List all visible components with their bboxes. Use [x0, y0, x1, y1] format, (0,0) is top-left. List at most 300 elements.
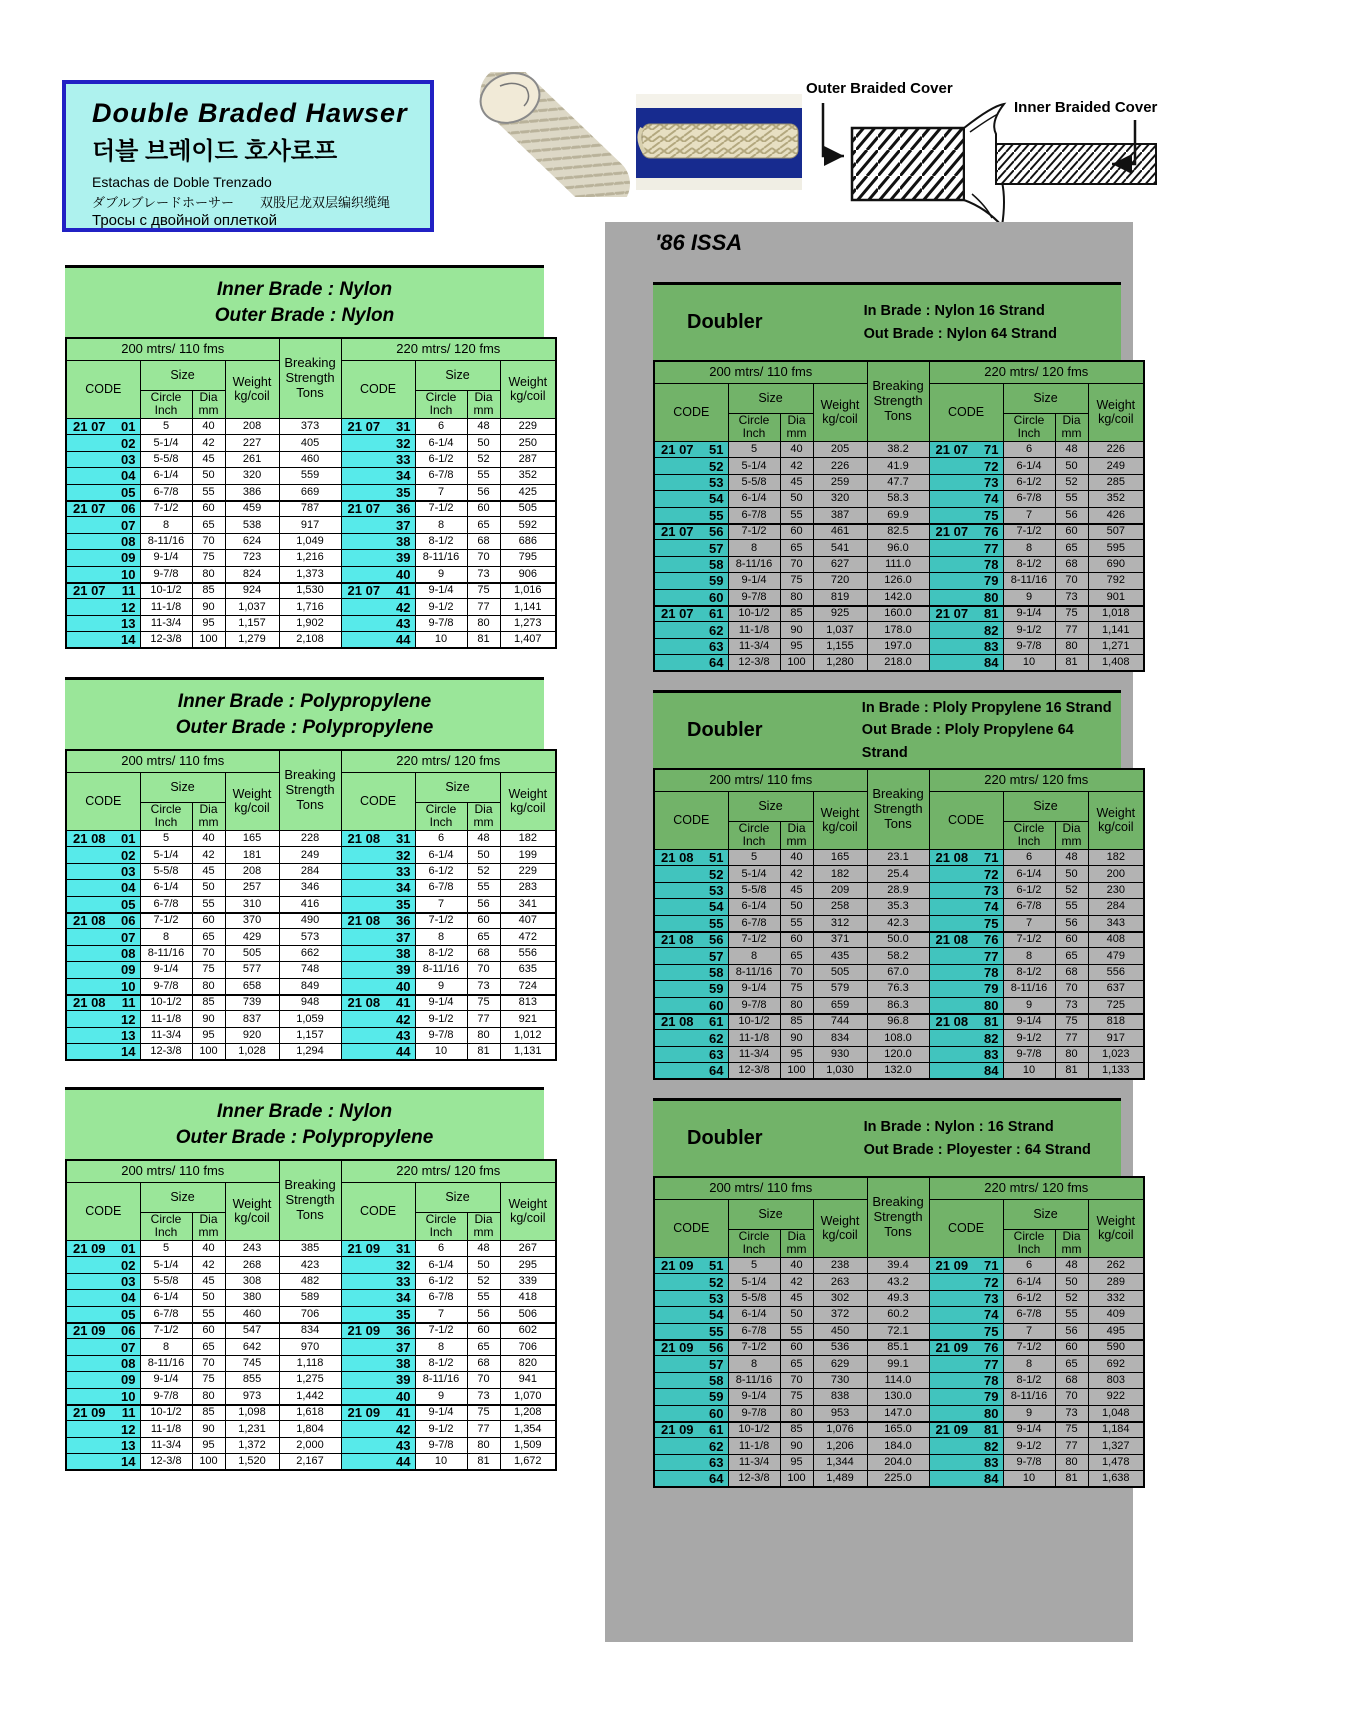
dia-mm-cell: 60	[780, 1340, 813, 1356]
circle-inch-cell: 10	[1003, 1471, 1055, 1487]
code-cell	[654, 1454, 728, 1470]
weight-cell: 1,280	[813, 655, 867, 671]
weight-cell: 182	[813, 866, 867, 882]
dia-mm-cell: 75	[192, 550, 225, 566]
dia-mm-cell: 56	[1055, 915, 1088, 931]
dia-mm-cell: 70	[780, 1372, 813, 1388]
braid-structure-diagram	[790, 98, 1180, 233]
code-cell	[341, 550, 415, 566]
size-header: Size	[415, 1182, 500, 1212]
code-cell	[929, 1389, 1003, 1405]
table-row	[66, 533, 556, 549]
code-cell	[654, 507, 728, 523]
table-row	[654, 606, 1144, 622]
code-prefix: 21 09	[73, 1241, 106, 1257]
code-suffix: 71	[984, 850, 999, 866]
code-suffix: 62	[709, 622, 724, 638]
code-cell	[66, 863, 140, 879]
dia-mm-cell: 50	[467, 435, 500, 451]
code-cell	[341, 583, 415, 599]
spec-table-head	[66, 1160, 556, 1241]
code-suffix: 31	[396, 1241, 411, 1257]
table-row	[654, 638, 1144, 654]
doubler-subtitle	[864, 300, 1057, 345]
breaking-strength-cell: 1,373	[279, 566, 341, 582]
doubler-subtitle	[862, 697, 1121, 764]
weight-cell: 262	[1088, 1258, 1144, 1274]
weight-cell: 658	[225, 978, 279, 994]
code-cell	[341, 435, 415, 451]
span-220-header: 220 mtrs/ 120 fms	[341, 338, 556, 360]
code-suffix: 62	[709, 1030, 724, 1046]
code-suffix: 78	[984, 1373, 999, 1389]
circle-inch-cell: 6-1/4	[140, 1290, 192, 1306]
code-suffix: 02	[121, 847, 136, 863]
code-prefix: 21 07	[935, 524, 969, 540]
code-suffix: 52	[709, 866, 724, 882]
breaking-strength-cell: 373	[279, 419, 341, 435]
table-title-line1: Inner Brade : Nylon	[216, 278, 393, 300]
table-row	[66, 435, 556, 451]
code-cell	[654, 1014, 728, 1030]
code-cell	[929, 589, 1003, 605]
code-prefix: 21 09	[935, 1258, 969, 1274]
circle-inch-cell: 9-1/4	[140, 1372, 192, 1388]
weight-cell: 341	[500, 896, 556, 912]
spec-table-body	[654, 1258, 1144, 1487]
weight-cell: 332	[1088, 1290, 1144, 1306]
table-row	[654, 1307, 1144, 1323]
code-prefix: 21 09	[347, 1241, 381, 1257]
code-suffix: 04	[121, 468, 136, 484]
circle-inch-header: Circle Inch	[140, 1212, 192, 1241]
weight-cell: 1,037	[225, 599, 279, 615]
code-suffix: 36	[396, 1323, 411, 1339]
code-suffix: 84	[984, 1471, 999, 1487]
table-row	[654, 540, 1144, 556]
weight-cell: 386	[225, 484, 279, 500]
circle-inch-cell: 7-1/2	[728, 932, 780, 948]
code-cell	[654, 1290, 728, 1306]
table-row	[66, 1273, 556, 1289]
breaking-strength-cell: 1,157	[279, 1027, 341, 1043]
table-row	[654, 1014, 1144, 1030]
weight-cell: 209	[813, 882, 867, 898]
code-suffix: 55	[709, 507, 724, 523]
weight-cell: 820	[500, 1355, 556, 1371]
code-prefix: 21 09	[347, 1323, 381, 1339]
circle-inch-header: Circle Inch	[415, 802, 467, 831]
dia-mm-cell: 50	[467, 1257, 500, 1273]
doubler-banner	[653, 1098, 1121, 1176]
code-header: CODE	[929, 383, 1003, 442]
code-prefix: 21 08	[935, 850, 969, 866]
weight-cell: 226	[1088, 442, 1144, 458]
code-suffix: 04	[121, 1290, 136, 1306]
circle-inch-cell: 8-1/2	[415, 533, 467, 549]
breaking-strength-cell: 1,049	[279, 533, 341, 549]
weight-cell: 1,048	[1088, 1405, 1144, 1421]
code-cell	[341, 419, 415, 435]
weight-cell: 744	[813, 1014, 867, 1030]
code-cell	[341, 1011, 415, 1027]
weight-cell: 1,030	[813, 1063, 867, 1079]
weight-cell: 495	[1088, 1323, 1144, 1339]
code-suffix: 81	[984, 1014, 999, 1030]
weight-cell: 408	[1088, 932, 1144, 948]
dia-mm-cell: 70	[467, 962, 500, 978]
weight-cell: 577	[225, 962, 279, 978]
breaking-strength-cell: 126.0	[867, 573, 929, 589]
dia-mm-cell: 75	[192, 962, 225, 978]
code-header: CODE	[929, 791, 1003, 850]
dia-mm-cell: 95	[192, 615, 225, 631]
code-cell	[654, 491, 728, 507]
circle-inch-cell: 6-1/2	[415, 1273, 467, 1289]
code-cell	[654, 655, 728, 671]
code-suffix: 76	[984, 524, 999, 540]
circle-inch-cell: 9-1/4	[728, 981, 780, 997]
code-cell	[341, 1388, 415, 1404]
size-header: Size	[415, 360, 500, 390]
code-suffix: 61	[709, 606, 724, 622]
breaking-strength-cell: 69.9	[867, 507, 929, 523]
dia-mm-cell: 45	[780, 882, 813, 898]
doubler-label: Doubler	[687, 311, 763, 333]
dia-mm-cell: 80	[1055, 638, 1088, 654]
circle-inch-cell: 9-1/4	[728, 1389, 780, 1405]
code-suffix: 01	[121, 1241, 136, 1257]
weight-cell: 723	[225, 550, 279, 566]
dia-mm-cell: 73	[467, 978, 500, 994]
code-suffix: 08	[121, 534, 136, 550]
weight-cell: 803	[1088, 1372, 1144, 1388]
table-row	[654, 964, 1144, 980]
dia-mm-cell: 42	[780, 458, 813, 474]
circle-inch-cell: 5	[140, 419, 192, 435]
circle-inch-cell: 8-11/16	[1003, 1389, 1055, 1405]
code-suffix: 33	[396, 452, 411, 468]
table-row	[654, 1422, 1144, 1438]
breaking-strength-cell: 490	[279, 913, 341, 929]
code-suffix: 73	[984, 1291, 999, 1307]
weight-header: Weight kg/coil	[813, 383, 867, 442]
code-cell	[929, 1454, 1003, 1470]
code-cell	[929, 442, 1003, 458]
weight-cell: 352	[1088, 491, 1144, 507]
code-cell	[654, 458, 728, 474]
breaking-strength-cell: 42.3	[867, 915, 929, 931]
code-suffix: 01	[121, 831, 136, 847]
breaking-strength-cell: 1,216	[279, 550, 341, 566]
code-cell	[341, 945, 415, 961]
code-suffix: 83	[984, 638, 999, 654]
circle-inch-cell: 9-1/2	[415, 1421, 467, 1437]
weight-cell: 505	[225, 945, 279, 961]
code-suffix: 43	[396, 1027, 411, 1043]
circle-inch-cell: 9	[1003, 1405, 1055, 1421]
code-cell	[654, 915, 728, 931]
code-suffix: 03	[121, 1274, 136, 1290]
dia-mm-cell: 48	[1055, 1258, 1088, 1274]
code-cell	[929, 1274, 1003, 1290]
code-prefix: 21 08	[661, 850, 694, 866]
dia-mm-cell: 90	[192, 1421, 225, 1437]
code-cell	[341, 1421, 415, 1437]
code-cell	[654, 1356, 728, 1372]
weight-cell: 243	[225, 1241, 279, 1257]
code-cell	[66, 1372, 140, 1388]
dia-mm-cell: 50	[1055, 458, 1088, 474]
dia-mm-cell: 55	[467, 880, 500, 896]
weight-cell: 706	[500, 1339, 556, 1355]
code-cell	[341, 1241, 415, 1257]
dia-mm-cell: 81	[1055, 655, 1088, 671]
code-suffix: 74	[984, 1307, 999, 1323]
code-suffix: 37	[396, 929, 411, 945]
table-row	[66, 566, 556, 582]
circle-inch-cell: 11-3/4	[140, 1437, 192, 1453]
dia-mm-cell: 73	[1055, 589, 1088, 605]
circle-inch-cell: 7-1/2	[415, 501, 467, 517]
weight-cell: 370	[225, 913, 279, 929]
spec-table	[65, 337, 557, 649]
weight-cell: 924	[225, 583, 279, 599]
dia-mm-cell: 65	[1055, 948, 1088, 964]
circle-inch-cell: 8	[1003, 1356, 1055, 1372]
code-cell	[654, 442, 728, 458]
breaking-strength-cell: 28.9	[867, 882, 929, 898]
code-cell	[929, 655, 1003, 671]
code-prefix: 21 09	[935, 1422, 969, 1438]
weight-cell: 579	[813, 981, 867, 997]
code-cell	[341, 880, 415, 896]
dia-mm-cell: 48	[467, 831, 500, 847]
circle-inch-cell: 10-1/2	[728, 1014, 780, 1030]
table-row	[66, 1323, 556, 1339]
code-cell	[654, 474, 728, 490]
code-suffix: 05	[121, 896, 136, 912]
circle-inch-cell: 5-1/4	[140, 847, 192, 863]
code-cell	[341, 451, 415, 467]
breaking-strength-cell: 41.9	[867, 458, 929, 474]
weight-cell: 461	[813, 524, 867, 540]
code-cell	[929, 556, 1003, 572]
code-cell	[654, 1063, 728, 1079]
circle-inch-cell: 8	[415, 929, 467, 945]
code-cell	[654, 1471, 728, 1487]
weight-cell: 229	[500, 863, 556, 879]
code-suffix: 44	[396, 632, 411, 648]
code-suffix: 44	[396, 1454, 411, 1470]
circle-inch-cell: 5-5/8	[140, 1273, 192, 1289]
table-row	[654, 915, 1144, 931]
breaking-strength-cell: 114.0	[867, 1372, 929, 1388]
weight-cell: 1,141	[500, 599, 556, 615]
code-suffix: 43	[396, 615, 411, 631]
code-cell	[929, 932, 1003, 948]
weight-cell: 1,023	[1088, 1046, 1144, 1062]
circle-inch-cell: 6-7/8	[415, 468, 467, 484]
code-cell	[654, 899, 728, 915]
dia-mm-cell: 90	[192, 1011, 225, 1027]
dia-mm-cell: 80	[780, 1405, 813, 1421]
breaking-strength-cell: 917	[279, 517, 341, 533]
table-row	[66, 599, 556, 615]
circle-inch-cell: 10	[415, 1454, 467, 1470]
breaking-strength-cell: 111.0	[867, 556, 929, 572]
code-suffix: 59	[709, 1389, 724, 1405]
code-cell	[654, 573, 728, 589]
dia-mm-cell: 42	[780, 1274, 813, 1290]
circle-inch-cell: 8-11/16	[140, 533, 192, 549]
weight-cell: 1,133	[1088, 1063, 1144, 1079]
code-cell	[929, 866, 1003, 882]
dia-mm-cell: 90	[780, 1030, 813, 1046]
weight-cell: 637	[1088, 981, 1144, 997]
weight-cell: 1,478	[1088, 1454, 1144, 1470]
circle-inch-cell: 6-1/2	[415, 451, 467, 467]
circle-inch-cell: 5	[728, 442, 780, 458]
weight-cell: 506	[500, 1306, 556, 1322]
code-cell	[66, 451, 140, 467]
breaking-strength-cell: 2,167	[279, 1454, 341, 1470]
dia-mm-cell: 40	[192, 1241, 225, 1257]
circle-inch-cell: 6-1/4	[728, 1307, 780, 1323]
code-cell	[66, 1290, 140, 1306]
weight-cell: 1,012	[500, 1027, 556, 1043]
code-cell	[929, 1438, 1003, 1454]
code-suffix: 64	[709, 655, 724, 671]
code-prefix: 21 08	[935, 1014, 969, 1030]
code-cell	[654, 1030, 728, 1046]
weight-cell: 227	[225, 435, 279, 451]
breaking-strength-cell: 35.3	[867, 899, 929, 915]
dia-mm-cell: 80	[467, 1437, 500, 1453]
circle-inch-cell: 6-1/4	[415, 847, 467, 863]
code-cell	[66, 945, 140, 961]
table-row	[66, 880, 556, 896]
code-cell	[929, 1046, 1003, 1062]
code-cell	[66, 1323, 140, 1339]
dia-mm-cell: 95	[780, 638, 813, 654]
dia-mm-cell: 85	[780, 1422, 813, 1438]
weight-cell: 182	[1088, 850, 1144, 866]
code-suffix: 58	[709, 557, 724, 573]
dia-mm-cell: 65	[780, 540, 813, 556]
weight-cell: 409	[1088, 1307, 1144, 1323]
circle-inch-cell: 7-1/2	[140, 913, 192, 929]
code-prefix: 21 07	[661, 606, 694, 622]
dia-mm-cell: 55	[1055, 1307, 1088, 1323]
dia-mm-cell: 81	[1055, 1063, 1088, 1079]
code-header: CODE	[929, 1199, 1003, 1258]
weight-cell: 372	[813, 1307, 867, 1323]
table-title	[65, 677, 544, 749]
code-cell	[66, 831, 140, 847]
dia-mm-cell: 56	[467, 1306, 500, 1322]
table-row	[654, 474, 1144, 490]
code-cell	[66, 1257, 140, 1273]
circle-inch-cell: 5-1/4	[140, 1257, 192, 1273]
weight-cell: 263	[813, 1274, 867, 1290]
code-suffix: 78	[984, 965, 999, 981]
weight-cell: 686	[500, 533, 556, 549]
code-suffix: 64	[709, 1471, 724, 1487]
weight-cell: 343	[1088, 915, 1144, 931]
code-cell	[654, 1258, 728, 1274]
circle-inch-cell: 6-1/2	[1003, 474, 1055, 490]
dia-mm-cell: 68	[467, 1355, 500, 1371]
breaking-strength-cell: 72.1	[867, 1323, 929, 1339]
dia-mm-cell: 65	[467, 929, 500, 945]
dia-mm-cell: 73	[467, 566, 500, 582]
weight-cell: 1,070	[500, 1388, 556, 1404]
code-suffix: 12	[121, 599, 136, 615]
code-suffix: 39	[396, 550, 411, 566]
doubler-banner	[653, 690, 1121, 768]
circle-inch-header: Circle Inch	[728, 413, 780, 442]
code-suffix: 13	[121, 1437, 136, 1453]
weight-cell: 595	[1088, 540, 1144, 556]
product-title-box	[62, 80, 434, 232]
circle-inch-cell: 6-7/8	[728, 1323, 780, 1339]
circle-inch-cell: 10	[1003, 1063, 1055, 1079]
weight-header: Weight kg/coil	[500, 360, 556, 419]
code-suffix: 32	[396, 435, 411, 451]
code-suffix: 36	[396, 501, 411, 517]
table-row	[66, 1437, 556, 1453]
circle-inch-cell: 6-1/4	[415, 1257, 467, 1273]
code-suffix: 84	[984, 1063, 999, 1079]
circle-inch-cell: 11-1/8	[728, 1030, 780, 1046]
dia-mm-cell: 75	[467, 583, 500, 599]
code-suffix: 60	[709, 1405, 724, 1421]
breaking-strength-cell: 1,716	[279, 599, 341, 615]
weight-cell: 1,098	[225, 1405, 279, 1421]
weight-cell: 925	[813, 606, 867, 622]
weight-cell: 1,016	[500, 583, 556, 599]
table-row	[654, 948, 1144, 964]
breaking-strength-cell: 228	[279, 831, 341, 847]
dia-mm-cell: 70	[1055, 1389, 1088, 1405]
circle-inch-cell: 9-1/2	[1003, 622, 1055, 638]
code-suffix: 60	[709, 997, 724, 1013]
breaking-strength-cell: 948	[279, 995, 341, 1011]
weight-cell: 459	[225, 501, 279, 517]
code-suffix: 57	[709, 540, 724, 556]
code-cell	[341, 1437, 415, 1453]
breaking-strength-cell: 76.3	[867, 981, 929, 997]
code-suffix: 06	[121, 1323, 136, 1339]
code-cell	[66, 566, 140, 582]
dia-mm-cell: 56	[1055, 507, 1088, 523]
circle-inch-cell: 6-1/4	[728, 491, 780, 507]
dia-mm-cell: 60	[467, 1323, 500, 1339]
circle-inch-cell: 5-1/4	[140, 435, 192, 451]
weight-cell: 257	[225, 880, 279, 896]
dia-mm-header: Dia mm	[192, 802, 225, 831]
weight-cell: 901	[1088, 589, 1144, 605]
code-cell	[66, 896, 140, 912]
breaking-strength-cell: 970	[279, 1339, 341, 1355]
dia-mm-cell: 75	[467, 1405, 500, 1421]
weight-header: Weight kg/coil	[500, 772, 556, 831]
table-row	[66, 913, 556, 929]
circle-inch-cell: 7-1/2	[140, 1323, 192, 1339]
table-row	[654, 1290, 1144, 1306]
table-row	[66, 501, 556, 517]
